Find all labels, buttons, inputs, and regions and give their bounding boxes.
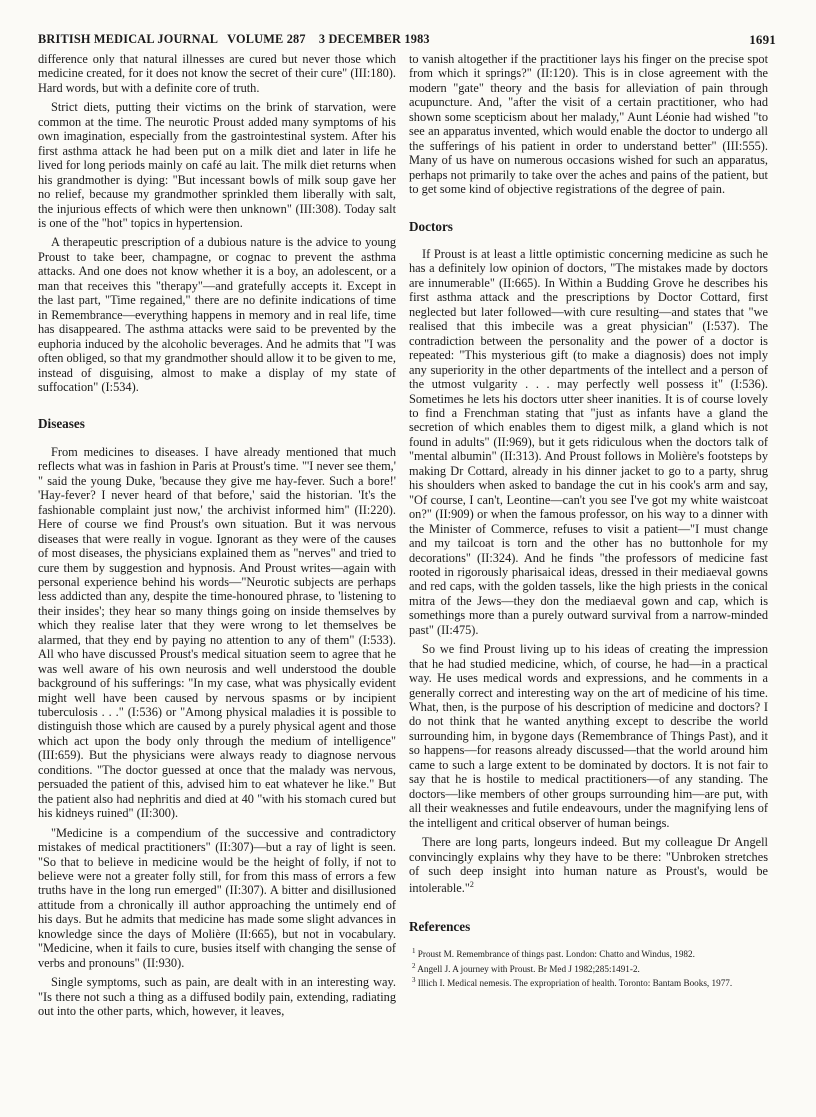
reference-text: Illich I. Medical nemesis. The expropriation of health. Toronto: Bantam Books, 1977. [417, 977, 733, 988]
paragraph: Strict diets, putting their victims on the brink of starvation, were common at the time. The neurotic Proust added many symptoms of his own imagination, especially from the gastrointestinal system. After his first asthma attack he had been put on a milk diet and later in life he lived for long periods mainly on café au lait. The milk diet returns when his grandmother is dying: "But incessant bowls of milk soup gave her no relief, because my grandmother sprinkled them liberally with salt, the injurious effects of which were then unknown" (III:308). Today salt is one of the "hot" topics in hypertension. [38, 100, 396, 230]
paragraph: Single symptoms, such as pain, are dealt with in an interesting way. "Is there not such a thing as a diffused bodily pain, extending, radiating out into the other parts, which, however, it leaves, [38, 975, 396, 1019]
paragraph: "Medicine is a compendium of the successive and contradictory mistakes of medical practitioners" (II:307)—but a ray of light is seen. "So that to believe in medicine would be the height of folly, if not to believe were not a greater folly still, for from this mass of errors a few truths have in the long run emerged" (II:307). A bitter and disillusioned attitude from a chronically ill author approaching the untimely end of his days. But he admits that medicine has made some slight advances in knowledge since the days of Molière (II:665), but not in vocabulary. "Medicine, when it fails to cure, busies itself with changing the sense of verbs and pronouns" (II:930). [38, 825, 396, 970]
section-heading-doctors: Doctors [409, 218, 453, 234]
reference-number: 1 [412, 947, 416, 956]
paragraph: From medicines to diseases. I have already mentioned that much reflects what was in fashion in Paris at Proust's time. "'I never see them,' " said the young Duke, 'because they give me hay-fever. Such a bore!' 'Hay-fever? I never heard of that before,' said the historian. 'It's the fashionable complaint just now,' the archivist informed him" (II:220). Here of course we find Proust's own situation. But it was nervous diseases that were really in vogue. Ignorant as they were of the causes of most diseases, the physicians explained them as "nerves" and tried to cure them by suggestion and hypnosis. And Proust writes—again with personal experience behind his words—"Neurotic subjects are perhaps less addicted than any, despite the time-honoured phrase, to 'listening to their insides'; they hear so many things going on inside themselves by which they realise later that they were wrong to let themselves be alarmed, that they end by paying no attention to any of them" (I:533). All who have discussed Proust's medical situation seem to agree that he was well aware of his own neurosis and well understood the double background of his sufferings: "In my case, what was physically evident might well have been caused by nervous spasms or by incipient tuberculosis . . ." (I:536) or "Among physical maladies it is possible to distinguish those which are caused by a purely physical agent and those which act upon the body only through the medium of intelligence" (III:659). But the physicians were always ready to diagnose nervous conditions. "The doctor guessed at once that the malady was nervous, persuaded the patient of this, advised him to eat whatever he like." But the patient also had nephritis and died at 40 "with his stomach cured but his kidneys ruined" (II:300). [38, 444, 396, 821]
right-column [409, 52, 768, 989]
reference-item [412, 975, 768, 989]
page-number: 1691 [749, 32, 776, 47]
paragraph: So we find Proust living up to his ideas of creating the impression that he had studied medicine, which, of course, he had—in a practical way. He uses medical words and expressions, and he comments in a generally correct and interesting way on the art of medicine of his time. What, then, is the purpose of his description of medicine and doctors? I do not think that he wanted anything except to describe the world surrounding him, in bygone days (Remembrance of Things Past), and it so happens—for reasons already discussed—that the world around him came to such a large extent to be dominated by doctors. It is not fair to say that he is hostile to medical practitioners—of any standing. The doctors—like members of other groups surrounding him—are put, with all their weaknesses and futile endeavours, under the magnifying lens of the intelligent and critical observer of human beings. [409, 642, 768, 830]
section-heading-references: References [409, 919, 471, 935]
footnote-marker: 2 [469, 880, 474, 890]
section-heading-diseases: Diseases [38, 416, 85, 432]
journal-running-head: BRITISH MEDICAL JOURNAL VOLUME 287 3 DECEMBER 1983 [38, 32, 430, 46]
reference-text: Angell J. A journey with Proust. Br Med J 1982;285:1491-2. [417, 963, 640, 974]
reference-list [409, 946, 768, 988]
reference-item [412, 946, 768, 960]
paragraph: If Proust is at least a little optimistic concerning medicine as such he has a definitely low opinion of doctors, "The mistakes made by doctors are innumerable" (II:665). In Within a Budding Grove he describes his first asthma attack and the prescriptions by Doctor Cottard, first neglected but later followed—with cure resulting—and states that "we realised that this imbecile was a great physician" (I:537). The contradiction between the personality and the power of a doctor is repeated: "This mysterious gift (to make a diagnosis) does not imply any superiority in the other departments of the intellect and a person of the utmost vulgarity . . . may perfectly well possess it" (I:536). Sometimes he lets his doctors utter sheer inanities. It is of course lovely to find a Frenchman stating that "just as infants have a gland the secretion of which enables them to digest milk, a gland which is not found in adults" (II:969), but it gets ridiculous when the doctors talk of "mental albumin" (II:313). And Proust follows in Molière's footsteps by making Dr Cottard, already in his dinner jacket to go to a party, shrug his shoulders when asked to bandage the cut in his cook's arm and say, "Of course, I can't, Leontine—can't you see I've got my white waistcoat on?" (II:909) or when the famous professor, on his way to a dinner with the Minister of Commerce, refuses to visit a patient—"I must change and my tailcoat is torn and the other has no buttonhole for my decorations" (II:324). And he finds "the professors of medicine fast rooted in rigorously pharisaical ideas, dressed in their mediaeval gowns and red caps, with the golden tassels, like the high priests in the conical mitra of the Jews—they don the mediaeval gown and cap, which is somethings more than a purely outward survival from a narrow-minded past" (II:475). [409, 246, 768, 637]
paragraph: difference only that natural illnesses are cured but never those which medicine created, for it does not know the secret of their cure" (III:180). Hard words, but with a definite core of truth. [38, 52, 396, 95]
paragraph [409, 835, 768, 896]
left-column [38, 52, 396, 1024]
reference-item [412, 961, 768, 975]
paragraph-text: There are long parts, longeurs indeed. But my colleague Dr Angell convincingly explains why they have to be there: "Unbroken stretches of such deep insight into human nature as Proust's, would be intolerable." [409, 835, 768, 896]
reference-number: 2 [412, 961, 416, 970]
paragraph: to vanish altogether if the practitioner lays his finger on the precise spot from which it springs?" (II:120). This is in close agreement with the modern "gate" theory and the basis for alleviation of pain through acupuncture. And, "after the visit of a certain practitioner, who had shown some scepticism about her malady," Aunt Léonie had wished "to see an apparatus invented, which would enable the doctor to undergo all the sufferings of his patient in order to understand better" (III:555). Many of us have on numerous occasions wished for such an apparatus, perhaps not primarily to take over the aches and pains of the patient, but to get some kind of objective registrations of the degree of pain. [409, 52, 768, 197]
reference-number: 3 [412, 975, 416, 984]
paragraph: A therapeutic prescription of a dubious nature is the advice to young Proust to take beer, champagne, or cognac to prevent the asthma attacks. And one does not know whether it is a boy, an adolescent, or a man that receives this "therapy"—and gratefully accepts it. Except in the last part, "Time regained," there are no definite indications of time in Remembrance—everything happens in memory and in real life, time has disappeared. The asthma attacks were said to be prevented by the euphoria induced by the alcoholic beverages. And he admits that "I was often obliged, so that my grandmother should allow it to be given to me, instead of disguising, almost to make a display of my state of suffocation" (I:534). [38, 235, 396, 394]
reference-text: Proust M. Remembrance of things past. London: Chatto and Windus, 1982. [417, 949, 695, 960]
